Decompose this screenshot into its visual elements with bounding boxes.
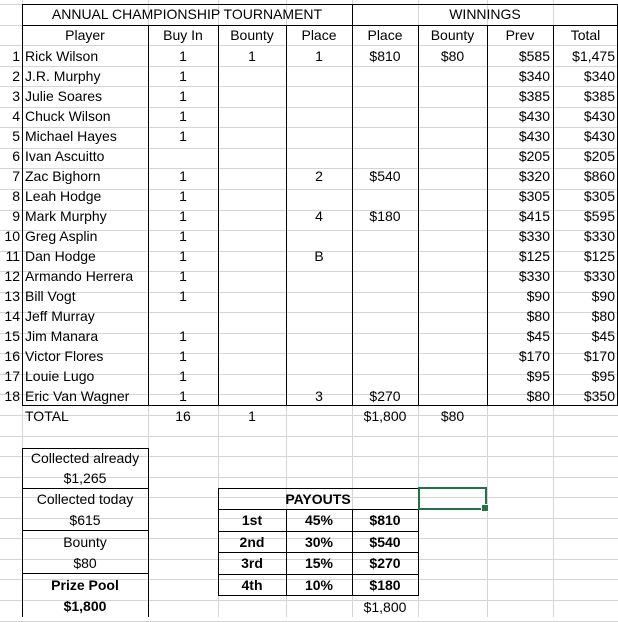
cell-buyin[interactable]: 1 — [179, 128, 187, 144]
cell-w-bounty[interactable] — [418, 386, 487, 406]
cell-border — [22, 448, 149, 449]
cell-buyin[interactable]: 1 — [179, 328, 187, 344]
cell-player[interactable]: Armando Herrera — [25, 268, 134, 284]
cell-place[interactable] — [286, 86, 352, 106]
cell-buyin[interactable]: 1 — [179, 348, 187, 364]
cell-border — [352, 4, 353, 406]
cell-border — [487, 25, 488, 406]
cell-border — [218, 552, 418, 553]
row-number: 17 — [4, 368, 20, 384]
cell-w-place[interactable] — [352, 306, 418, 326]
cell-bounty[interactable] — [218, 186, 286, 206]
cell-player[interactable]: Rick Wilson — [25, 48, 99, 64]
cell-border — [22, 488, 149, 489]
cell-player[interactable]: Eric Van Wagner — [25, 388, 130, 404]
tournament-title: ANNUAL CHAMPIONSHIP TOURNAMENT — [51, 6, 323, 22]
selected-cell[interactable] — [418, 487, 487, 510]
cell-border — [22, 530, 149, 531]
cell-border — [218, 25, 219, 406]
row-number: 1 — [12, 48, 20, 64]
cell-place[interactable] — [286, 326, 352, 346]
cell-total[interactable]: $80 — [591, 308, 615, 324]
cell-w-place[interactable] — [352, 246, 418, 266]
cell-player[interactable]: Julie Soares — [25, 88, 103, 104]
cell-border — [218, 531, 418, 532]
cell-place[interactable] — [286, 146, 352, 166]
row-number: 14 — [4, 308, 20, 324]
cell-border — [22, 4, 618, 5]
cell-border — [22, 4, 23, 406]
cell-w-place[interactable]: $540 — [369, 168, 401, 184]
cell-w-place[interactable] — [352, 66, 418, 86]
row-number: 18 — [4, 388, 20, 404]
cell-bounty[interactable] — [218, 306, 286, 326]
cell-buyin[interactable]: 1 — [179, 108, 187, 124]
cell-buyin[interactable]: 1 — [179, 228, 187, 244]
row-number: 13 — [4, 288, 20, 304]
cell-w-bounty[interactable] — [418, 346, 487, 366]
cell-total[interactable]: $125 — [583, 248, 615, 264]
cell-prev[interactable]: $125 — [518, 248, 550, 264]
cell-place[interactable]: B — [314, 248, 324, 264]
payout-place: 1st — [241, 512, 263, 528]
cell-prev[interactable]: $90 — [526, 288, 550, 304]
cell-border — [218, 509, 418, 510]
cell-border — [418, 25, 419, 406]
totals-buyin: 16 — [175, 408, 191, 424]
cell-w-bounty[interactable]: $80 — [440, 48, 465, 64]
cell-total[interactable]: $595 — [583, 208, 615, 224]
row-number: 3 — [12, 88, 20, 104]
payout-place: 4th — [241, 577, 263, 593]
cell-bounty[interactable]: 1 — [248, 48, 256, 64]
cell-w-bounty[interactable] — [418, 286, 487, 306]
cell-total[interactable]: $340 — [583, 68, 615, 84]
cell-prev[interactable]: $305 — [518, 188, 550, 204]
payout-amount: $810 — [369, 512, 401, 528]
payout-amount: $180 — [369, 577, 401, 593]
column-header-prev: Prev — [505, 27, 535, 43]
cell-border — [218, 595, 418, 596]
payout-place: 3rd — [241, 555, 263, 571]
cell-w-bounty[interactable] — [418, 166, 487, 186]
cell-border — [148, 25, 149, 406]
cell-w-place[interactable] — [352, 86, 418, 106]
cell-place[interactable] — [286, 366, 352, 386]
cell-place[interactable] — [286, 266, 352, 286]
cell-w-bounty[interactable] — [418, 86, 487, 106]
cell-buyin[interactable]: 1 — [179, 188, 187, 204]
cell-prev[interactable]: $170 — [518, 348, 550, 364]
cell-bounty[interactable] — [218, 146, 286, 166]
cell-place[interactable]: 2 — [315, 168, 323, 184]
cell-place[interactable] — [286, 226, 352, 246]
cell-total[interactable]: $170 — [583, 348, 615, 364]
payout-pct: 30% — [304, 534, 334, 550]
cell-w-place[interactable] — [352, 146, 418, 166]
cell-total[interactable]: $330 — [583, 268, 615, 284]
cell-total[interactable]: $45 — [591, 328, 615, 344]
cell-buyin[interactable] — [148, 306, 218, 326]
cell-player[interactable]: Dan Hodge — [25, 248, 96, 264]
cell-place[interactable] — [286, 346, 352, 366]
bounty-label: Bounty — [63, 534, 107, 550]
cell-place[interactable] — [286, 106, 352, 126]
cell-w-place[interactable] — [352, 286, 418, 306]
cell-place[interactable] — [286, 286, 352, 306]
cell-w-bounty[interactable] — [418, 226, 487, 246]
cell-w-bounty[interactable] — [418, 206, 487, 226]
totals-label: TOTAL — [25, 408, 69, 424]
cell-total[interactable]: $305 — [583, 188, 615, 204]
column-header-winnings-place: Place — [367, 27, 403, 43]
cell-prev[interactable]: $330 — [518, 228, 550, 244]
cell-buyin[interactable]: 1 — [179, 368, 187, 384]
gridline-horizontal — [0, 436, 618, 437]
column-header-bounty: Bounty — [230, 27, 274, 43]
cell-bounty[interactable] — [218, 206, 286, 226]
cell-total[interactable]: $430 — [583, 128, 615, 144]
cell-w-place[interactable]: $810 — [369, 48, 401, 64]
cell-prev[interactable]: $95 — [526, 368, 550, 384]
cell-total[interactable]: $1,475 — [572, 48, 615, 64]
cell-w-bounty[interactable] — [418, 186, 487, 206]
cell-player[interactable]: J.R. Murphy — [25, 68, 101, 84]
collected-already-value: $1,265 — [63, 470, 107, 486]
prize-pool-label: Prize Pool — [51, 577, 119, 593]
cell-w-place[interactable]: $270 — [369, 388, 401, 404]
payouts-title: PAYOUTS — [285, 491, 351, 507]
cell-total[interactable]: $430 — [583, 108, 615, 124]
cell-w-bounty[interactable] — [418, 366, 487, 386]
cell-w-place[interactable]: $180 — [369, 208, 401, 224]
cell-border — [218, 488, 418, 489]
cell-buyin[interactable]: 1 — [179, 88, 187, 104]
cell-prev[interactable]: $205 — [518, 148, 550, 164]
cell-buyin[interactable]: 1 — [179, 288, 187, 304]
cell-w-place[interactable] — [352, 186, 418, 206]
cell-player[interactable]: Chuck Wilson — [25, 108, 111, 124]
cell-buyin[interactable]: 1 — [179, 388, 187, 404]
cell-total[interactable]: $90 — [591, 288, 615, 304]
payout-pct: 15% — [304, 555, 334, 571]
cell-w-place[interactable] — [352, 226, 418, 246]
cell-total[interactable]: $385 — [583, 88, 615, 104]
winnings-title: WINNINGS — [449, 6, 521, 22]
cell-total[interactable]: $350 — [583, 388, 615, 404]
cell-total[interactable]: $860 — [583, 168, 615, 184]
row-number: 6 — [12, 148, 20, 164]
cell-buyin[interactable]: 1 — [179, 208, 187, 224]
cell-prev[interactable]: $45 — [526, 328, 550, 344]
cell-border — [22, 448, 23, 617]
cell-w-place[interactable] — [352, 366, 418, 386]
cell-bounty[interactable] — [218, 226, 286, 246]
cell-border — [286, 25, 287, 406]
cell-buyin[interactable]: 1 — [179, 248, 187, 264]
cell-w-bounty[interactable] — [418, 246, 487, 266]
cell-prev[interactable]: $430 — [518, 128, 550, 144]
cell-bounty[interactable] — [218, 126, 286, 146]
cell-player[interactable]: Jim Manara — [25, 328, 99, 344]
column-header-winnings-bounty: Bounty — [430, 27, 475, 43]
collected-already-label: Collected already — [30, 450, 140, 466]
column-header-player: Player — [65, 27, 105, 43]
cell-bounty[interactable] — [218, 86, 286, 106]
cell-place[interactable] — [286, 186, 352, 206]
cell-w-place[interactable] — [352, 266, 418, 286]
cell-w-bounty[interactable] — [418, 146, 487, 166]
cell-place[interactable] — [286, 306, 352, 326]
row-number: 9 — [12, 208, 20, 224]
cell-prev[interactable]: $385 — [518, 88, 550, 104]
cell-player[interactable]: Bill Vogt — [25, 288, 76, 304]
cell-bounty[interactable] — [218, 286, 286, 306]
cell-place[interactable]: 1 — [315, 48, 323, 64]
row-number: 11 — [5, 248, 20, 264]
cell-buyin[interactable]: 1 — [179, 168, 187, 184]
cell-place[interactable] — [286, 126, 352, 146]
totals-bounty: 1 — [248, 408, 256, 424]
cell-prev[interactable]: $585 — [518, 48, 550, 64]
payout-place: 2nd — [239, 534, 265, 550]
cell-player[interactable]: Ivan Ascuitto — [25, 148, 105, 164]
row-number: 4 — [12, 108, 20, 124]
cell-border — [22, 573, 149, 574]
cell-w-bounty[interactable] — [418, 326, 487, 346]
row-number: 10 — [4, 228, 20, 244]
bounty-value: $80 — [73, 555, 97, 571]
cell-prev[interactable]: $330 — [518, 268, 550, 284]
cell-w-bounty[interactable] — [418, 126, 487, 146]
row-number: 7 — [12, 168, 20, 184]
cell-w-bounty[interactable] — [418, 266, 487, 286]
cell-w-bounty[interactable] — [418, 306, 487, 326]
cell-player[interactable]: Victor Flores — [25, 348, 104, 364]
cell-prev[interactable]: $320 — [518, 168, 550, 184]
cell-bounty[interactable] — [218, 246, 286, 266]
row-number: 16 — [4, 348, 20, 364]
totals-winnings-place: $1,800 — [363, 408, 407, 424]
payout-amount: $270 — [369, 555, 401, 571]
cell-prev[interactable]: $80 — [526, 388, 550, 404]
cell-player[interactable]: Jeff Murray — [25, 308, 95, 324]
cell-total[interactable]: $205 — [583, 148, 615, 164]
cell-border — [553, 25, 554, 406]
cell-total[interactable]: $95 — [591, 368, 615, 384]
cell-buyin[interactable]: 1 — [179, 268, 187, 284]
collected-today-label: Collected today — [36, 491, 134, 507]
cell-player[interactable]: Leah Hodge — [25, 188, 102, 204]
cell-place[interactable] — [286, 66, 352, 86]
cell-place[interactable]: 4 — [315, 208, 323, 224]
cell-player[interactable]: Zac Bighorn — [25, 168, 101, 184]
cell-w-place[interactable] — [352, 326, 418, 346]
cell-bounty[interactable] — [218, 166, 286, 186]
cell-border — [22, 405, 618, 406]
prize-pool-value: $1,800 — [63, 598, 107, 614]
cell-player[interactable]: Mark Murphy — [25, 208, 107, 224]
cell-player[interactable]: Louie Lugo — [25, 368, 95, 384]
payouts-total: $1,800 — [363, 599, 407, 615]
cell-bounty[interactable] — [218, 346, 286, 366]
cell-w-place[interactable] — [352, 126, 418, 146]
cell-prev[interactable]: $415 — [518, 208, 550, 224]
column-header-place: Place — [301, 27, 337, 43]
cell-prev[interactable]: $430 — [518, 108, 550, 124]
cell-border — [22, 25, 618, 26]
column-header-total: Total — [570, 27, 601, 43]
cell-w-place[interactable] — [352, 106, 418, 126]
payout-pct: 45% — [304, 512, 334, 528]
row-number: 12 — [4, 268, 20, 284]
payout-amount: $540 — [369, 534, 401, 550]
cell-buyin[interactable]: 1 — [179, 68, 187, 84]
cell-bounty[interactable] — [218, 366, 286, 386]
row-number: 2 — [12, 68, 20, 84]
row-number: 15 — [4, 328, 20, 344]
cell-w-bounty[interactable] — [418, 66, 487, 86]
cell-bounty[interactable] — [218, 106, 286, 126]
cell-prev[interactable]: $80 — [526, 308, 550, 324]
payout-pct: 10% — [304, 577, 334, 593]
totals-winnings-bounty: $80 — [440, 408, 465, 424]
collected-today-value: $615 — [69, 512, 101, 528]
column-header-buyin: Buy In — [163, 27, 203, 43]
cell-total[interactable]: $330 — [583, 228, 615, 244]
cell-border — [218, 488, 219, 596]
row-number: 5 — [12, 128, 20, 144]
cell-bounty[interactable] — [218, 386, 286, 406]
cell-place[interactable]: 3 — [315, 388, 323, 404]
cell-player[interactable]: Michael Hayes — [25, 128, 117, 144]
cell-buyin[interactable] — [148, 146, 218, 166]
cell-w-place[interactable] — [352, 346, 418, 366]
cell-border — [218, 574, 418, 575]
cell-bounty[interactable] — [218, 66, 286, 86]
row-number: 8 — [12, 188, 20, 204]
cell-bounty[interactable] — [218, 266, 286, 286]
cell-border — [148, 448, 149, 617]
cell-bounty[interactable] — [218, 326, 286, 346]
cell-prev[interactable]: $340 — [518, 68, 550, 84]
cell-buyin[interactable]: 1 — [179, 48, 187, 64]
cell-player[interactable]: Greg Asplin — [25, 228, 98, 244]
cell-w-bounty[interactable] — [418, 106, 487, 126]
fill-handle[interactable] — [481, 504, 489, 512]
